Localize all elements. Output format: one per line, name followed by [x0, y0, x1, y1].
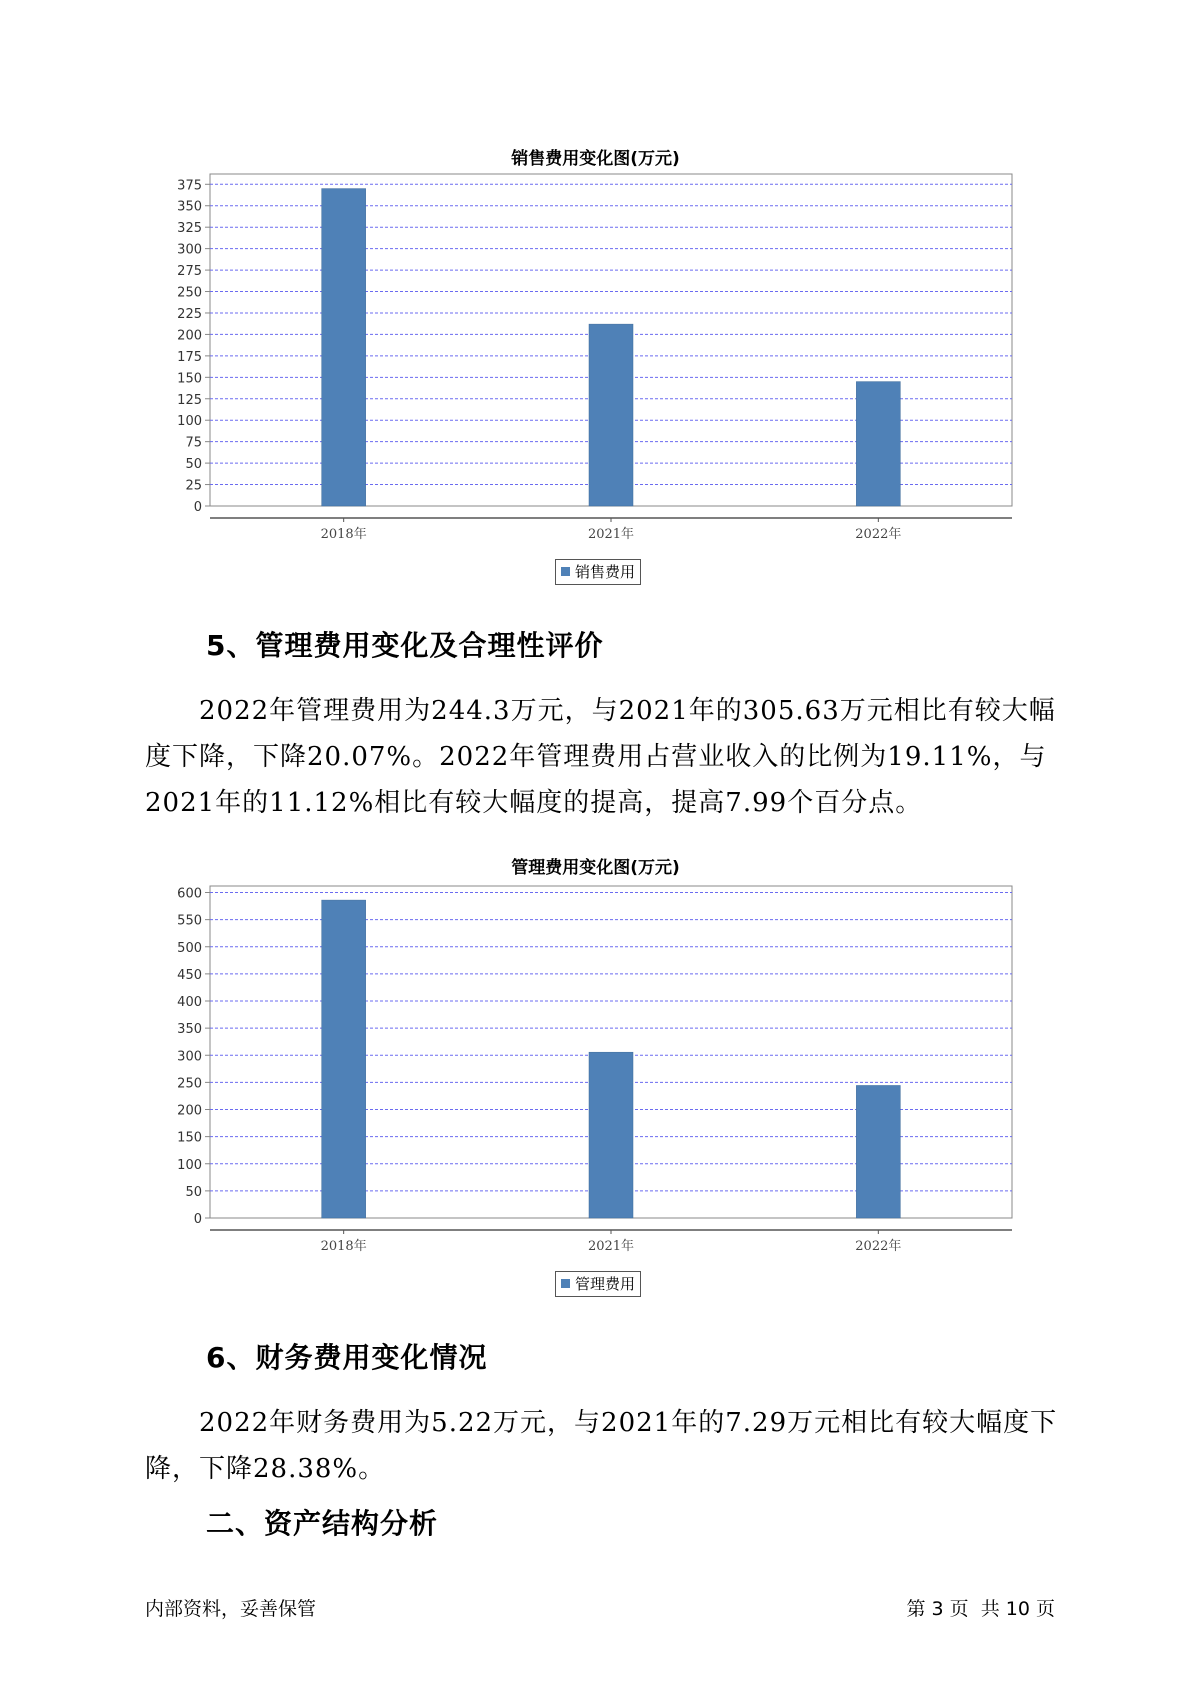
- bar: [322, 189, 366, 506]
- y-tick-label: 200: [177, 328, 202, 344]
- sales-expense-chart: [0, 138, 1191, 598]
- sales-expense-chart-svg: [0, 168, 1191, 588]
- footer-page-number: 第 3 页 共 10 页: [906, 1598, 1055, 1620]
- bar: [589, 324, 633, 506]
- y-tick-label: 600: [177, 886, 202, 902]
- y-tick-label: 100: [177, 1157, 202, 1173]
- y-tick-label: 175: [177, 349, 202, 365]
- y-tick-label: 275: [177, 264, 202, 280]
- section-heading-admin-expense: 5、管理费用变化及合理性评价: [206, 629, 604, 662]
- section-heading-asset-structure: 二、资产结构分析: [206, 1507, 439, 1540]
- y-tick-label: 400: [177, 995, 202, 1011]
- admin-expense-chart: [0, 850, 1191, 1310]
- y-tick-label: 225: [177, 306, 202, 322]
- y-tick-label: 100: [177, 414, 202, 430]
- x-tick-label: 2022年: [855, 527, 902, 542]
- y-tick-label: 450: [177, 967, 202, 983]
- y-tick-label: 50: [185, 1184, 202, 1200]
- x-tick-label: 2021年: [587, 527, 635, 542]
- y-tick-label: 150: [177, 1130, 202, 1146]
- bar: [589, 1052, 633, 1218]
- legend-swatch: [561, 567, 570, 576]
- x-tick-label: 2018年: [320, 527, 367, 542]
- y-tick-label: 125: [177, 392, 202, 408]
- y-tick-label: 200: [177, 1103, 202, 1119]
- y-tick-label: 50: [185, 457, 202, 473]
- y-tick-label: 350: [177, 1022, 202, 1038]
- x-tick-label: 2021年: [587, 1239, 635, 1254]
- footer-confidential: 内部资料，妥善保管: [145, 1598, 317, 1620]
- y-tick-label: 75: [185, 435, 202, 451]
- y-tick-label: 250: [177, 1076, 202, 1092]
- y-tick-label: 150: [177, 371, 202, 387]
- y-tick-label: 500: [177, 940, 202, 956]
- y-tick-label: 550: [177, 913, 202, 929]
- y-tick-label: 0: [193, 500, 202, 515]
- y-tick-label: 375: [177, 178, 202, 194]
- chart-legend: [555, 559, 641, 585]
- bar: [322, 900, 366, 1218]
- y-tick-label: 300: [177, 242, 202, 258]
- y-tick-label: 300: [177, 1049, 202, 1065]
- admin-expense-chart-svg: [0, 880, 1191, 1300]
- paragraph-finance-expense: 2022年财务费用为5.22万元，与2021年的7.29万元相比有较大幅度下降，下降28.38%。: [145, 1408, 1058, 1484]
- y-tick-label: 25: [185, 478, 202, 494]
- chart-title: 销售费用变化图(万元): [511, 149, 680, 169]
- y-tick-label: 250: [177, 285, 202, 301]
- x-tick-label: 2018年: [320, 1239, 367, 1254]
- y-tick-label: 0: [193, 1212, 202, 1227]
- legend-label: 管理费用: [575, 1275, 636, 1293]
- bar: [856, 1085, 900, 1218]
- x-tick-label: 2022年: [855, 1239, 902, 1254]
- section-heading-finance-expense: 6、财务费用变化情况: [206, 1341, 488, 1374]
- legend-label: 销售费用: [575, 563, 636, 581]
- legend-swatch: [561, 1279, 570, 1288]
- paragraph-admin-expense: 2022年管理费用为244.3万元，与2021年的305.63万元相比有较大幅度下降，下降20.07%。2022年管理费用占营业收入的比例为19.11%，与2021年的11.12%相比有较大幅度的提高，提高7.99个百分点。: [145, 696, 1056, 818]
- chart-title: 管理费用变化图(万元): [511, 858, 680, 878]
- y-tick-label: 325: [177, 221, 202, 237]
- y-tick-label: 350: [177, 199, 202, 215]
- chart-legend: [555, 1271, 641, 1297]
- bar: [856, 382, 900, 506]
